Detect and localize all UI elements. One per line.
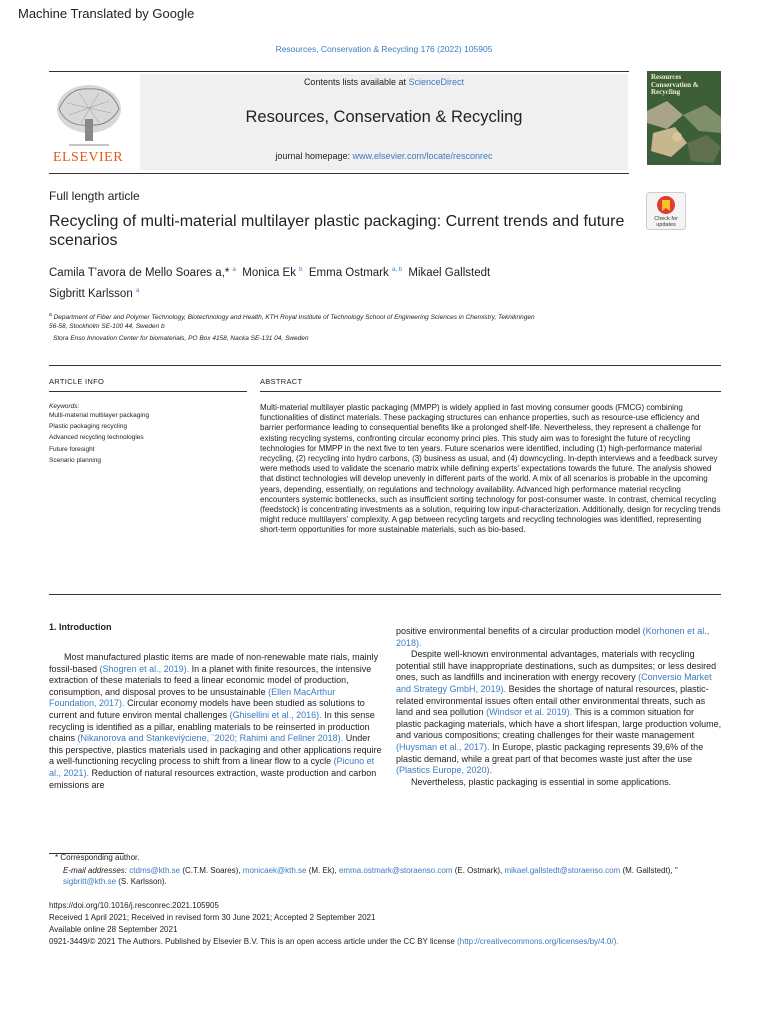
citation-link[interactable]: (Plastics Europe, 2020). [396, 765, 493, 776]
author-ostmark-affil-mark: b [299, 267, 303, 274]
email-owner: (M. Gallstedt), " [622, 866, 678, 875]
license-text: 0921-3449/© 2021 The Authors. Published by Elsevier B.V. This is an open access article under the CC BY license [49, 937, 455, 946]
email-link[interactable]: emma.ostmark@storaenso.com [338, 866, 453, 875]
citation-link[interactable]: (Windsor et al. 2019). [486, 707, 573, 718]
citation-link[interactable]: (Ghisellini et al., 2016). [229, 709, 322, 720]
introduction-heading: 1. Introduction [49, 622, 112, 632]
email-owner: (S. Karlsson). [118, 877, 167, 886]
article-info-rule [49, 391, 247, 392]
license-link[interactable]: (http://creativecommons.org/licenses/by/4.0/). [457, 937, 619, 946]
citation-link[interactable]: (Korhonen et al., 2018). [396, 626, 710, 648]
author-ostmark[interactable]: Emma Ostmark [308, 267, 389, 279]
authors-line-2 [49, 288, 139, 300]
email-link[interactable]: mikael.gallstedt@storaenso.com [504, 866, 621, 875]
header-bottom-rule [49, 173, 629, 174]
check-for-updates-button[interactable] [646, 192, 686, 230]
intro-right-column [396, 626, 722, 788]
check-updates-label: Check for updates [654, 216, 678, 228]
sciencedirect-link[interactable]: ScienceDirect [408, 77, 465, 87]
citation-link[interactable]: (Ellen MacArthur Foundation, 2017). [49, 686, 336, 709]
article-info-heading: ARTICLE INFO [49, 377, 105, 386]
homepage-prefix: journal homepage: [275, 151, 350, 161]
intro-text: In this sense recycling is identified as a pillar, enabling materials to be reinserted in production chains [49, 709, 375, 744]
email-addresses [63, 865, 721, 887]
email-link[interactable]: sigbritt@kth.se [63, 877, 117, 886]
authors-line-1 [49, 267, 490, 279]
journal-cover-image [647, 71, 721, 165]
contents-prefix: Contents lists available at [303, 77, 406, 87]
email-label: E-mail addresses: [63, 866, 128, 875]
affiliation-a-text: Department of Fiber and Polymer Technology, Biotechnology and Health, KTH Royal Institute of Technology School of Engineering Sciences in Chemistry, Teknikringen [53, 314, 535, 322]
citation-link[interactable]: (Huysman et al., 2017). [396, 741, 490, 752]
available-online-date: Available online 28 September 2021 [49, 925, 178, 934]
intro-text: This is a common situation for plastic packaging materials, which have a short lifespan, large production volume, and various compositions; creating challenges for their waste management [396, 707, 722, 741]
citation-link[interactable]: (Nikanorova and Stankeviÿciene, ¨2020; Rahimi and Fellner 2018). [77, 733, 344, 744]
corresponding-author-note: * Corresponding author. [55, 853, 140, 862]
keyword-item: Future foresight [49, 446, 95, 453]
author-ek[interactable]: Monica Ek [242, 267, 296, 279]
intro-right-paragraph-2 [396, 649, 722, 777]
journal-title: Resources, Conservation & Recycling [245, 108, 523, 126]
citation-link[interactable]: (Picuno et al., 2021). [49, 756, 375, 778]
intro-text: Besides the shortage of natural resources, plastic-related environmental issues often entail other environmental threats, such as land and sea pollution [396, 683, 709, 718]
header-top-rule [49, 71, 629, 72]
section-top-rule [49, 365, 721, 366]
email-owner: (C.T.M. Soares), [182, 866, 241, 875]
article-title: Recycling of multi-material multilayer plastic packaging: Current trends and future scenarios [49, 213, 625, 249]
intro-text: Reduction of natural resources extraction, waste production and carbon emissions are [49, 767, 377, 790]
license-line [49, 936, 721, 947]
intro-text: In a planet with finite resources, the intensive extraction of these materials to feed a linear economic model of production, consumption, and disposal proves to be unsustainable [49, 663, 372, 697]
received-dates: Received 1 April 2021; Received in revised form 30 June 2021; Accepted 2 September 2021 [49, 913, 376, 922]
journal-reference-link[interactable]: Resources, Conservation & Recycling 176 (2022) 105905 [275, 44, 493, 54]
affiliation-b: Stora Enso Innovation Center for biomaterials, PO Box 4158, Nacka SE-131 04, Sweden [53, 335, 309, 342]
intro-left-column [49, 652, 385, 791]
contents-line [140, 77, 628, 87]
abstract-rule [260, 391, 721, 392]
keyword-item: Advanced recycling technologies [49, 434, 144, 441]
email-link[interactable]: ctdms@kth.se [129, 866, 181, 875]
intro-text: Despite well-known environmental advantages, materials with recycling potential still have inappropriate destinations, such as dumpsites; or less desired ones, such as landfills and incineration with energy recovery [396, 649, 717, 683]
intro-text: positive environmental benefits of a circular production model [396, 626, 641, 636]
keyword-item: Multi-material multilayer packaging [49, 412, 150, 419]
article-type: Full length article [49, 189, 140, 203]
author-ek-affil-mark: a [232, 267, 236, 274]
doi-link[interactable]: https://doi.org/10.1016/j.resconrec.2021.105905 [49, 901, 219, 910]
intro-text: Circular economy models have been studied as solutions to current and future environ mental challenges [49, 698, 365, 720]
abstract-bottom-rule [49, 594, 721, 595]
keywords-label: Keywords: [49, 403, 80, 410]
intro-text: In Europe, plastic packaging represents 39,6% of the plastic demand, while a great part of that becomes waste just after the use [396, 741, 704, 764]
abstract-heading: ABSTRACT [260, 377, 303, 386]
elsevier-wordmark: ELSEVIER [52, 150, 124, 165]
affiliation-a-line-1 [49, 311, 629, 323]
affiliation-a-mark: a [49, 312, 52, 318]
intro-right-paragraph-1 [396, 626, 722, 649]
intro-text: Most manufactured plastic items are made of non-renewable mate rials, mainly fossil-based [49, 652, 379, 674]
keyword-item: Scenario planning [49, 457, 102, 464]
homepage-line [140, 151, 628, 161]
cover-title: Resources Conservation & Recycling [651, 73, 699, 96]
affiliation-a-line-2: 56-58, Stockholm SE-100 44, Sweden b [49, 323, 165, 330]
keyword-item: Plastic packaging recycling [49, 423, 128, 430]
author-karlsson-affil-mark: a [135, 288, 140, 295]
author-gallstedt[interactable]: Mikael Gallstedt [408, 267, 491, 279]
author-karlsson[interactable]: Sigbritt Karlsson [49, 288, 133, 300]
abstract-text: Multi-material multilayer plastic packaging (MMPP) is widely applied in fast moving consumer goods (FMCG) combining functionalities of distinct materials. These packaging structures can enhance properties, such as resource-use efficiency and barrier performance leading to consequential benefits like a prolonged shelf-life. Nevertheless, they represent a challenge for existing recycling systems, confronting circular economy princi ples. This study aim was to foresight the future of recycling technologies for MMPP in the next five to ten years. Future scenarios were identified, including (1) high-performance material recycling, (2) recycling into hydro carbons, (3) business as usual, and (4) downcycling. In-depth interviews and a feedback survey were methods used to validate the scenario matrix while defining experts' expectations towards the future. The analysis showed that distinct technologies will develop unevenly in different parts of the world. A mix of all scenarios is probable in the upcoming years, depending, essentially, on regulations and technology availability. Advanced high performance material recycling encounters systemic bottlenecks, such as insufficient sorting technology for post-consumer waste. In contrast, chemical recycling (feedstock) is concentrating investments as a solution, requiring low input-characterization. Additionally, design for recycling trends might reduce multilayers' complexity. A gap between recycling targets and recycling technologies was identified, representing short-term opportunities for more sustainable materials, such as bio-based. [260, 403, 721, 535]
email-owner: (M. Ek), [308, 866, 337, 875]
intro-right-paragraph-3: Nevertheless, plastic packaging is essential in some applications. [411, 776, 672, 787]
author-gallstedt-affil-mark: a, b [391, 267, 402, 274]
citation-link[interactable]: (Shogren et al., 2019). [99, 663, 190, 674]
homepage-link[interactable]: www.elsevier.com/locate/resconrec [352, 151, 493, 161]
email-link[interactable]: monicaek@kth.se [242, 866, 307, 875]
machine-translated-watermark: Machine Translated by Google [18, 6, 195, 21]
intro-left-paragraph [49, 652, 385, 791]
intro-text: Under this perspective, plastics materials used in packaging and other applications require a well-functioning recycling process to shift from a linear flow to a cycle [49, 733, 382, 767]
citation-link[interactable]: (Conversio Market and Strategy GmbH, 2019). [396, 672, 712, 694]
email-owner: (E. Ostmark), [454, 866, 503, 875]
author-soares[interactable]: Camila T'avora de Mello Soares a,* [49, 267, 230, 279]
